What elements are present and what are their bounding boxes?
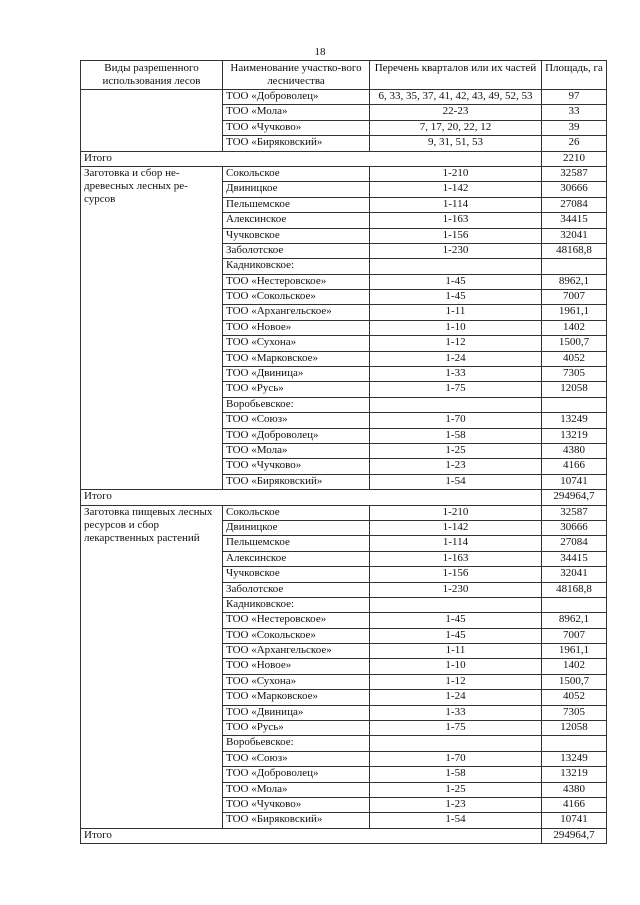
area-cell: 27084 xyxy=(542,536,607,551)
forestry-name-cell: ТОО «Биряковский» xyxy=(223,813,370,828)
quarters-cell: 1-75 xyxy=(370,382,542,397)
forestry-name-cell: ТОО «Доброволец» xyxy=(223,767,370,782)
forestry-name-cell: ТОО «Архангельское» xyxy=(223,644,370,659)
quarters-cell: 1-45 xyxy=(370,628,542,643)
area-cell: 1500,7 xyxy=(542,336,607,351)
quarters-cell: 1-142 xyxy=(370,520,542,535)
quarters-cell: 1-25 xyxy=(370,782,542,797)
quarters-cell: 1-163 xyxy=(370,551,542,566)
total-label: Итого xyxy=(81,828,542,843)
total-label: Итого xyxy=(81,490,542,505)
header-use-type: Виды разрешенного использования лесов xyxy=(81,61,223,90)
area-cell: 7007 xyxy=(542,628,607,643)
forestry-name-cell: ТОО «Сокольское» xyxy=(223,290,370,305)
forestry-name-cell: ТОО «Мола» xyxy=(223,105,370,120)
quarters-cell: 7, 17, 20, 22, 12 xyxy=(370,120,542,135)
area-cell: 1500,7 xyxy=(542,674,607,689)
forestry-name-cell: ТОО «Чучково» xyxy=(223,797,370,812)
quarters-cell: 1-11 xyxy=(370,644,542,659)
table-header-row xyxy=(81,61,607,90)
use-type-cell: Заготовка и сбор не-древесных лесных ре-сурсов xyxy=(81,166,223,489)
area-cell xyxy=(542,397,607,412)
quarters-cell: 1-11 xyxy=(370,305,542,320)
area-cell xyxy=(542,259,607,274)
area-cell xyxy=(542,736,607,751)
quarters-cell: 1-230 xyxy=(370,582,542,597)
area-cell: 39 xyxy=(542,120,607,135)
forestry-name-cell: ТОО «Русь» xyxy=(223,382,370,397)
total-value: 294964,7 xyxy=(542,490,607,505)
quarters-cell: 1-58 xyxy=(370,767,542,782)
use-type-cell: Заготовка пищевых лесных ресурсов и сбор лекарственных растений xyxy=(81,505,223,828)
quarters-cell: 1-23 xyxy=(370,797,542,812)
area-cell: 4380 xyxy=(542,782,607,797)
area-cell: 7007 xyxy=(542,290,607,305)
forestry-name-cell: Воробьевское: xyxy=(223,397,370,412)
area-cell: 30666 xyxy=(542,520,607,535)
quarters-cell: 1-70 xyxy=(370,751,542,766)
quarters-cell: 22-23 xyxy=(370,105,542,120)
area-cell: 26 xyxy=(542,136,607,151)
quarters-cell: 1-33 xyxy=(370,705,542,720)
header-area: Площадь, га xyxy=(542,61,607,90)
forestry-name-cell: ТОО «Мола» xyxy=(223,443,370,458)
area-cell: 32041 xyxy=(542,567,607,582)
forestry-name-cell: Воробьевское: xyxy=(223,736,370,751)
forestry-name-cell: ТОО «Доброволец» xyxy=(223,428,370,443)
forestry-name-cell: Заболотское xyxy=(223,243,370,258)
forest-use-table xyxy=(80,60,607,844)
forestry-name-cell: ТОО «Биряковский» xyxy=(223,136,370,151)
area-cell: 13249 xyxy=(542,751,607,766)
quarters-cell: 1-54 xyxy=(370,474,542,489)
quarters-cell: 1-12 xyxy=(370,674,542,689)
area-cell: 10741 xyxy=(542,813,607,828)
quarters-cell: 1-45 xyxy=(370,290,542,305)
forestry-name-cell: ТОО «Мола» xyxy=(223,782,370,797)
forestry-name-cell: Чучковское xyxy=(223,567,370,582)
total-value: 294964,7 xyxy=(542,828,607,843)
quarters-cell: 1-10 xyxy=(370,659,542,674)
quarters-cell: 1-24 xyxy=(370,351,542,366)
quarters-cell: 1-23 xyxy=(370,459,542,474)
area-cell: 32587 xyxy=(542,505,607,520)
forestry-name-cell: ТОО «Союз» xyxy=(223,751,370,766)
table-row xyxy=(81,90,607,105)
forestry-name-cell: ТОО «Чучково» xyxy=(223,459,370,474)
quarters-cell: 1-230 xyxy=(370,243,542,258)
quarters-cell: 1-210 xyxy=(370,166,542,181)
forestry-name-cell: ТОО «Марковское» xyxy=(223,690,370,705)
quarters-cell: 1-54 xyxy=(370,813,542,828)
area-cell xyxy=(542,597,607,612)
quarters-cell: 1-25 xyxy=(370,443,542,458)
forestry-name-cell: ТОО «Двиница» xyxy=(223,705,370,720)
quarters-cell: 1-12 xyxy=(370,336,542,351)
quarters-cell xyxy=(370,597,542,612)
table-body xyxy=(81,90,607,844)
forestry-name-cell: ТОО «Нестеровское» xyxy=(223,274,370,289)
area-cell: 4166 xyxy=(542,797,607,812)
area-cell: 1402 xyxy=(542,320,607,335)
table-row xyxy=(81,505,607,520)
table-row xyxy=(81,166,607,181)
forestry-name-cell: Сокольское xyxy=(223,505,370,520)
forestry-name-cell: ТОО «Сухона» xyxy=(223,674,370,689)
forestry-name-cell: ТОО «Новое» xyxy=(223,659,370,674)
forestry-name-cell: ТОО «Двиница» xyxy=(223,367,370,382)
area-cell: 13219 xyxy=(542,428,607,443)
area-cell: 1961,1 xyxy=(542,305,607,320)
quarters-cell: 6, 33, 35, 37, 41, 42, 43, 49, 52, 53 xyxy=(370,90,542,105)
quarters-cell: 1-70 xyxy=(370,413,542,428)
forestry-name-cell: ТОО «Нестеровское» xyxy=(223,613,370,628)
forestry-name-cell: Двиницкое xyxy=(223,182,370,197)
quarters-cell: 9, 31, 51, 53 xyxy=(370,136,542,151)
area-cell: 48168,8 xyxy=(542,582,607,597)
total-label: Итого xyxy=(81,151,542,166)
forestry-name-cell: ТОО «Чучково» xyxy=(223,120,370,135)
area-cell: 30666 xyxy=(542,182,607,197)
forestry-name-cell: ТОО «Марковское» xyxy=(223,351,370,366)
forestry-name-cell: Кадниковское: xyxy=(223,597,370,612)
forestry-name-cell: Алексинское xyxy=(223,551,370,566)
quarters-cell: 1-142 xyxy=(370,182,542,197)
header-forestry-name: Наименование участко-вого лесничества xyxy=(223,61,370,90)
area-cell: 32041 xyxy=(542,228,607,243)
total-value: 2210 xyxy=(542,151,607,166)
total-row xyxy=(81,151,607,166)
quarters-cell xyxy=(370,397,542,412)
forestry-name-cell: Кадниковское: xyxy=(223,259,370,274)
quarters-cell: 1-10 xyxy=(370,320,542,335)
forestry-name-cell: ТОО «Сухона» xyxy=(223,336,370,351)
area-cell: 8962,1 xyxy=(542,274,607,289)
area-cell: 4052 xyxy=(542,351,607,366)
forestry-name-cell: Пельшемское xyxy=(223,197,370,212)
area-cell: 33 xyxy=(542,105,607,120)
forestry-name-cell: Заболотское xyxy=(223,582,370,597)
forestry-name-cell: ТОО «Сокольское» xyxy=(223,628,370,643)
area-cell: 4380 xyxy=(542,443,607,458)
quarters-cell xyxy=(370,736,542,751)
area-cell: 27084 xyxy=(542,197,607,212)
header-quarters: Перечень кварталов или их частей xyxy=(370,61,542,90)
total-row xyxy=(81,828,607,843)
quarters-cell: 1-45 xyxy=(370,613,542,628)
total-row xyxy=(81,490,607,505)
quarters-cell: 1-45 xyxy=(370,274,542,289)
forestry-name-cell: Пельшемское xyxy=(223,536,370,551)
forestry-name-cell: Алексинское xyxy=(223,213,370,228)
area-cell: 13249 xyxy=(542,413,607,428)
quarters-cell xyxy=(370,259,542,274)
area-cell: 48168,8 xyxy=(542,243,607,258)
quarters-cell: 1-58 xyxy=(370,428,542,443)
area-cell: 7305 xyxy=(542,705,607,720)
quarters-cell: 1-156 xyxy=(370,228,542,243)
forestry-name-cell: ТОО «Новое» xyxy=(223,320,370,335)
area-cell: 12058 xyxy=(542,721,607,736)
quarters-cell: 1-114 xyxy=(370,536,542,551)
area-cell: 4166 xyxy=(542,459,607,474)
area-cell: 1402 xyxy=(542,659,607,674)
area-cell: 12058 xyxy=(542,382,607,397)
forestry-name-cell: Двиницкое xyxy=(223,520,370,535)
quarters-cell: 1-75 xyxy=(370,721,542,736)
forestry-name-cell: ТОО «Архангельское» xyxy=(223,305,370,320)
page-number: 18 xyxy=(314,46,326,58)
area-cell: 13219 xyxy=(542,767,607,782)
area-cell: 4052 xyxy=(542,690,607,705)
forestry-name-cell: ТОО «Биряковский» xyxy=(223,474,370,489)
quarters-cell: 1-114 xyxy=(370,197,542,212)
area-cell: 97 xyxy=(542,90,607,105)
quarters-cell: 1-210 xyxy=(370,505,542,520)
quarters-cell: 1-24 xyxy=(370,690,542,705)
area-cell: 34415 xyxy=(542,213,607,228)
forestry-name-cell: ТОО «Русь» xyxy=(223,721,370,736)
quarters-cell: 1-163 xyxy=(370,213,542,228)
forestry-name-cell: Чучковское xyxy=(223,228,370,243)
use-type-cell-blank xyxy=(81,90,223,152)
area-cell: 34415 xyxy=(542,551,607,566)
area-cell: 10741 xyxy=(542,474,607,489)
quarters-cell: 1-33 xyxy=(370,367,542,382)
forestry-name-cell: ТОО «Доброволец» xyxy=(223,90,370,105)
area-cell: 32587 xyxy=(542,166,607,181)
area-cell: 7305 xyxy=(542,367,607,382)
forestry-name-cell: ТОО «Союз» xyxy=(223,413,370,428)
area-cell: 1961,1 xyxy=(542,644,607,659)
quarters-cell: 1-156 xyxy=(370,567,542,582)
area-cell: 8962,1 xyxy=(542,613,607,628)
forestry-name-cell: Сокольское xyxy=(223,166,370,181)
